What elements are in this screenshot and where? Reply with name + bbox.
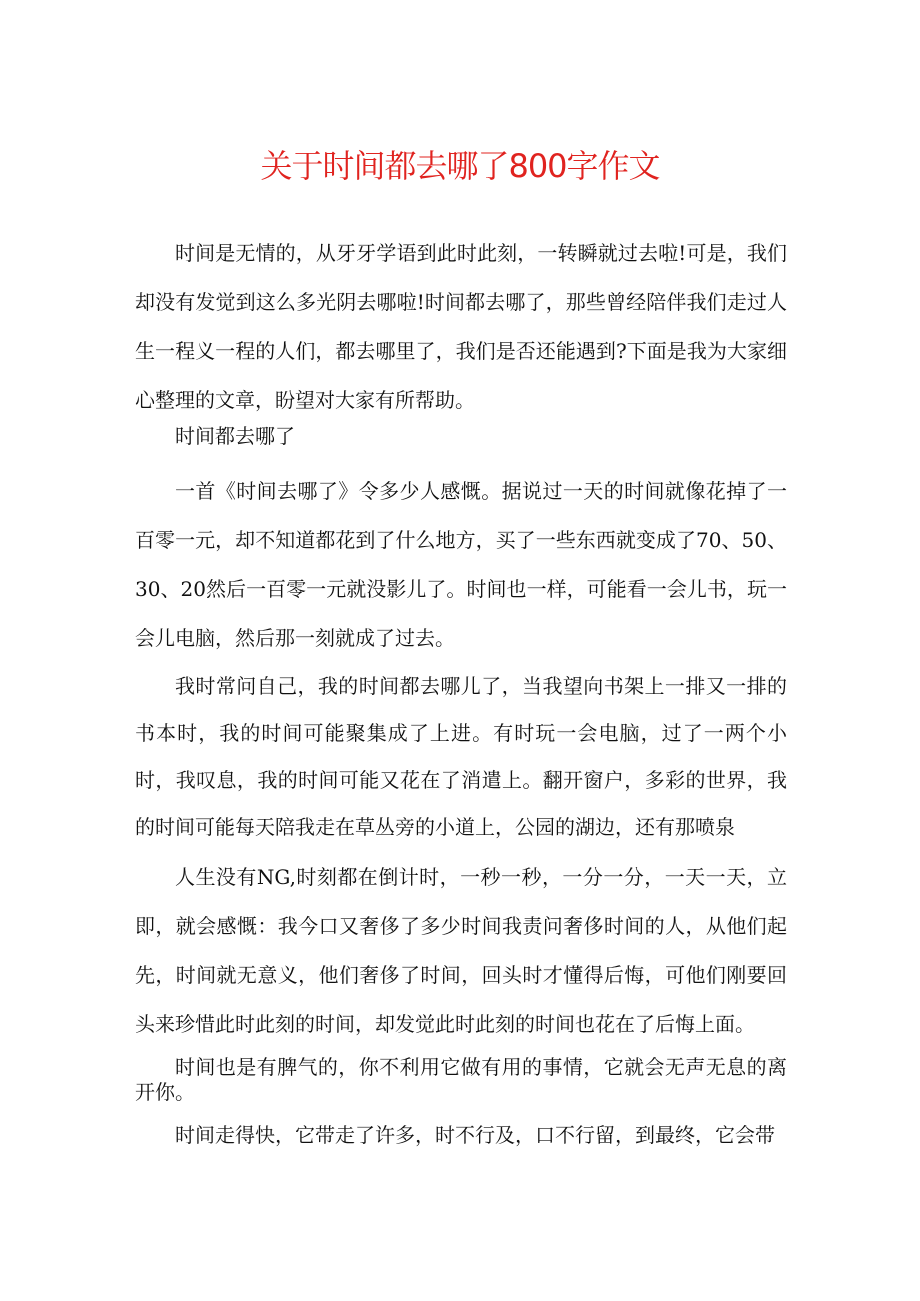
paragraph-intro: 时间是无情的，从牙牙学语到此时此刻，一转瞬就过去啦!可是，我们却没有发觉到这么多光阴去哪啦!时间都去哪了，那些曾经陪伴我们走过人生一程义一程的人们，都去哪里了，我们是否还能遇到?下面是我为大家细心整理的文章，盼望对大家有所帮助。 xyxy=(135,241,787,412)
paragraph-time-fast: 时间走得快，它带走了许多，时不行及，口不行留，到最终，它会带 xyxy=(175,1123,775,1147)
paragraph-subheading: 时间都去哪了 xyxy=(175,424,295,448)
paragraph-self-question: 我时常问自己，我的时间都去哪儿了，当我望向书架上一排又一排的书本时，我的时间可能聚集成了上进。有时玩一会电脑，过了一两个小时，我叹息，我的时间可能又花在了消遣上。翻开窗户，多彩的世界，我的时间可能每天陪我走在草丛旁的小道上，公园的湖边，还有那喷泉 xyxy=(135,674,787,839)
paragraph-time-temper: 时间也是有脾气的，你不利用它做有用的事情，它就会无声无息的离开你。 xyxy=(135,1055,787,1104)
paragraph-song: 一首《时间去哪了》令多少人感慨。据说过一天的时间就像花掉了一百零一元，却不知道都花到了什么地方，买了一些东西就变成了70、50、30、20然后一百零一元就没影儿了。时间也一样，可能看一会儿书，玩一会儿电脑，然后那一刻就成了过去。 xyxy=(135,479,787,650)
paragraph-no-ng: 人生没有NG,时刻都在倒计时，一秒一秒，一分一分，一天一天，立即，就会感慨：我今口又奢侈了多少时间我责问奢侈时间的人，从他们起先，时间就无意义，他们奢侈了时间，回头时才懂得后悔，可他们刚要回头来珍惜此时此刻的时间，却发觉此时此刻的时间也花在了后悔上面。 xyxy=(135,865,787,1036)
document-title: 关于时间都去哪了800字作文 xyxy=(260,147,660,185)
